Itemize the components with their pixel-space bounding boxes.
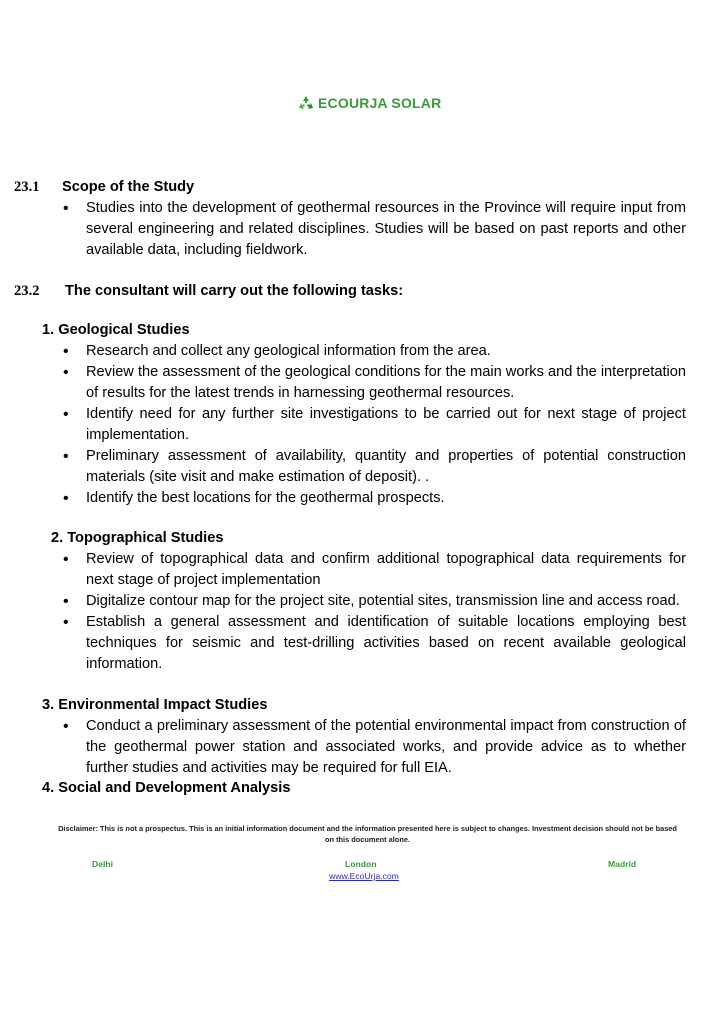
list-item: • Identify need for any further site investigations to be carried out for next stage of project implementation.	[63, 404, 686, 446]
disclaimer: Disclaimer: This is not a prospectus. This is an initial information document and the information presented here is subject to changes. Investment decision should not be based on this document alone.	[58, 824, 677, 844]
list-item: • Review the assessment of the geological conditions for the main works and the interpretation of results for the latest trends in harnessing geothermal resources.	[63, 362, 686, 404]
section-heading	[14, 281, 403, 302]
section-number: 23.1	[14, 179, 40, 195]
recycle-leaf-icon	[297, 95, 315, 111]
section-title: The consultant will carry out the following tasks:	[65, 283, 404, 299]
list-item: • Digitalize contour map for the project site, potential sites, transmission line and access road.	[63, 591, 686, 612]
task-heading: 3. Environmental Impact Studies	[42, 697, 268, 713]
bullet-list	[63, 341, 686, 509]
bullet-list	[63, 549, 686, 675]
section-number: 23.2	[14, 283, 40, 299]
brand-logo	[297, 95, 441, 111]
list-item: • Preliminary assessment of availability, quantity and properties of potential construction materials (site visit and make estimation of deposit). .	[63, 446, 686, 488]
list-item: • Studies into the development of geothermal resources in the Province will require input from several engineering and related disciplines. Studies will be based on past reports and other available data, including fieldwork.	[63, 198, 686, 261]
list-item: • Conduct a preliminary assessment of the potential environmental impact from construction of the geothermal power station and associated works, and provide advice as to whether further studies and activities may be required for full EIA.	[63, 716, 686, 779]
website-link[interactable]: www.EcoUrja.com	[329, 871, 399, 881]
section-title: Scope of the Study	[62, 179, 195, 195]
list-item: • Establish a general assessment and identification of suitable locations employing best techniques for seismic and test-drilling activities based on recent available geological information.	[63, 612, 686, 675]
office-city-madrid: Madrid	[608, 859, 637, 869]
brand-name: ECOURJA SOLAR	[318, 95, 442, 111]
section-heading	[14, 177, 194, 198]
task-heading: 2. Topographical Studies	[51, 530, 224, 546]
bullet-list	[63, 716, 686, 779]
list-item: • Review of topographical data and confirm additional topographical data requirements for next stage of project implementation	[63, 549, 686, 591]
task-heading: 1. Geological Studies	[42, 322, 190, 338]
office-city-delhi: Delhi	[92, 859, 114, 869]
list-item: • Identify the best locations for the geothermal prospects.	[63, 488, 686, 509]
office-city-london: London	[345, 859, 377, 869]
bullet-list	[63, 198, 686, 261]
list-item: • Research and collect any geological information from the area.	[63, 341, 686, 362]
task-heading: 4. Social and Development Analysis	[42, 780, 291, 796]
